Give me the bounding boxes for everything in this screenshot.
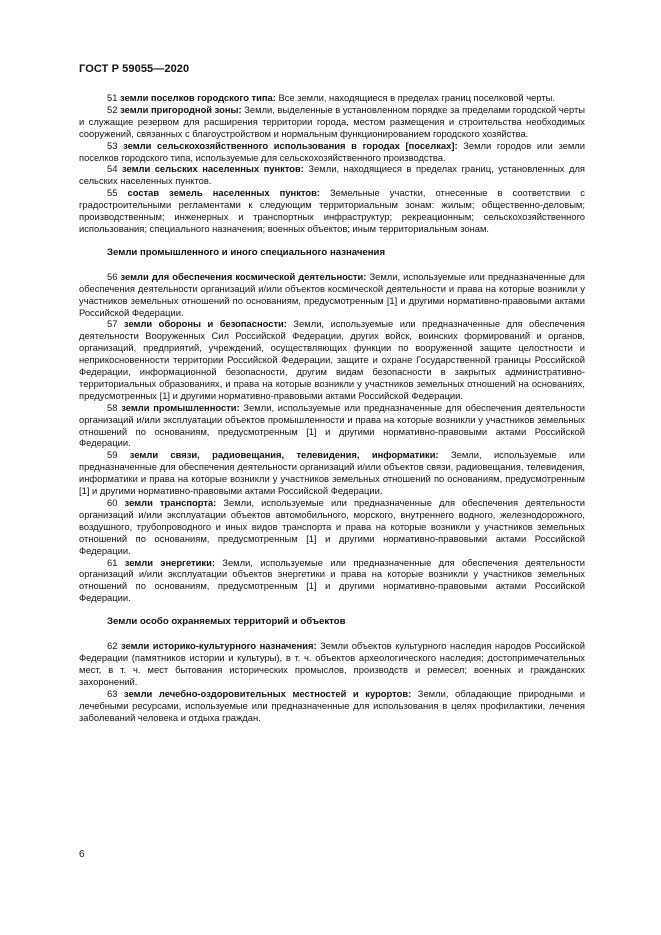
entry-number: 58 — [107, 401, 118, 413]
definition-entry — [79, 497, 585, 557]
definition-entry — [79, 104, 585, 140]
definition-entry — [79, 318, 585, 401]
page-number: 6 — [79, 849, 85, 860]
entry-definition: Земли, обладающие природными и лечебными ресурсами, используемые или предназначенные для использования в целях профилактики, лечения заболеваний человека и отдыха граждан. — [79, 687, 585, 723]
entry-group-industrial — [79, 271, 585, 604]
definition-entry — [79, 140, 585, 164]
definition-entry — [79, 271, 585, 319]
entry-term: земли транспорта: — [124, 497, 217, 508]
entry-definition: Земли, используемые или предназначенные для обеспечения деятельности организаций и/или объектов связи, радиовещания, телевидения, информатики и права на которые возникли у участников земельных отношений по основаниям, предусмотренным [1] и другими нормативно-правовыми актами Российской Федерации. — [79, 449, 585, 497]
entry-term: земли сельскохозяйственного использования в городах [поселках]: — [123, 139, 458, 151]
entry-term: земли сельских населенных пунктов: — [121, 163, 304, 175]
definition-entry — [79, 187, 585, 235]
entry-number: 55 — [107, 187, 118, 199]
entry-term: земли энергетики: — [124, 556, 215, 568]
entry-number: 63 — [107, 687, 118, 699]
definition-entry — [79, 640, 585, 688]
entry-term: земли поселков городского типа: — [120, 92, 276, 103]
entry-definition: Земли объектов культурного наследия народов Российской Федерации (памятников истории и культуры), в т. ч. объектов археологического наследия; достопримечательных мест, в т. ч. мест бытования исторических промыслов, производств и ремесел; военных и гражданских захоронений. — [79, 640, 585, 687]
entry-definition: Земли городов или земли поселков городского типа, используемые для сельскохозяйственного производства. — [79, 139, 585, 163]
entry-number: 61 — [107, 556, 118, 568]
definition-entry — [79, 92, 585, 104]
definition-entry — [79, 449, 585, 497]
entry-definition: Земли, выделенные в установленном порядке за пределами городской черты и служащие резервом для расширения территории города, местом размещения и строительства необходимых сооружений, связанных с благоустройством и нормальным функционированием городского хозяйства. — [79, 103, 585, 139]
entry-number: 56 — [107, 270, 118, 282]
entry-group-residential — [79, 92, 585, 235]
entry-number: 51 — [107, 92, 118, 103]
entry-number: 54 — [107, 163, 118, 175]
definition-entry — [79, 402, 585, 450]
entry-term: земли историко-культурного назначения: — [120, 640, 317, 652]
entry-definition: Земли, используемые или предназначенные для обеспечения деятельности организаций и/или эксплуатации объектов автомобильного, морского, внутреннего водного, железнодорожного, воздушного, трубопроводного и иных видов транспорта и права на которые возникли у участников земельных отношений по основаниям, предусмотренным [1] и другими нормативно-правовыми актами Российской Федерации. — [79, 497, 585, 556]
entry-number: 60 — [107, 497, 118, 508]
entry-term: состав земель населенных пунктов: — [127, 187, 320, 199]
entry-definition: Земли, находящиеся в пределах границ, установленных для сельских населенных пунктов. — [79, 163, 585, 187]
entry-number: 57 — [107, 318, 118, 330]
entry-number: 62 — [107, 640, 118, 652]
entry-term: земли для обеспечения космической деятельности: — [120, 270, 367, 282]
entry-term: земли пригородной зоны: — [120, 103, 242, 115]
document-header: ГОСТ Р 59055—2020 — [79, 63, 190, 75]
entry-definition: Все земли, находящиеся в пределах границ поселковой черты. — [275, 92, 555, 103]
document-body — [79, 92, 585, 723]
entry-term: земли промышленности: — [121, 401, 240, 413]
entry-number: 59 — [107, 449, 118, 461]
section-title-protected: Земли особо охраняемых территорий и объектов — [107, 616, 346, 628]
section-title-industrial: Земли промышленного и иного специального назначения — [107, 246, 386, 258]
entry-term: земли связи, радиовещания, телевидения, информатики: — [129, 449, 439, 461]
entry-term: земли лечебно-оздоровительных местностей и курортов: — [124, 687, 412, 699]
entry-number: 53 — [107, 139, 118, 151]
entry-definition: Земли, используемые или предназначенные для обеспечения деятельности организаций и/или эксплуатации объектов энергетики и права на которые возникли у участников земельных отношений по основаниям, предусмотренным [1] и другими нормативно-правовыми актами Российской Федерации. — [79, 556, 585, 604]
entry-definition: Земли, используемые или предназначенные для обеспечения деятельности организаций и/или эксплуатации объектов промышленности и права на которые возникли у участников земельных отношений по основаниям, предусмотренным [1] и другими нормативно-правовыми актами Российской Федерации. — [79, 401, 585, 449]
definition-entry — [79, 688, 585, 724]
entry-number: 52 — [107, 103, 118, 115]
entry-group-protected — [79, 640, 585, 723]
entry-definition: Земельные участки, отнесенные в соответствии с градостроительными регламентами к следующим территориальным зонам: жилым; общественно-деловым; производственным; инженерных и транспортных инфраструктур; рекреационным; сельскохозяйственного использования; специального назначения; военных объектов; иным территориальным зонам. — [79, 187, 585, 234]
entry-term: земли обороны и безопасности: — [123, 318, 287, 330]
entry-definition: Земли, используемые или предназначенные для обеспечения деятельности Вооруженных Сил Российской Федерации, других войск, воинских формирований и органов, организаций, предприятий, учреждений, осуществляющих функции по вооруженной защите целостности и неприкосновенности территории Российской Федерации, защите и охране Государственной границы Российской Федерации, информационной безопасности, другим видам безопасности в закрытых административно-территориальных образованиях, и права на которые возникли у участников земельных отношений на основаниях, предусмотренных [1] и другими нормативно-правовыми актами Российской Федерации. — [79, 318, 585, 401]
definition-entry — [79, 163, 585, 187]
definition-entry — [79, 557, 585, 605]
entry-definition: Земли, используемые или предназначенные для обеспечения деятельности организаций и/или объектов космической деятельности и права на которые возникли у участников земельных отношений по основаниям, предусмотренным [1] и другими нормативно-правовыми актами Российской Федерации. — [79, 270, 585, 318]
